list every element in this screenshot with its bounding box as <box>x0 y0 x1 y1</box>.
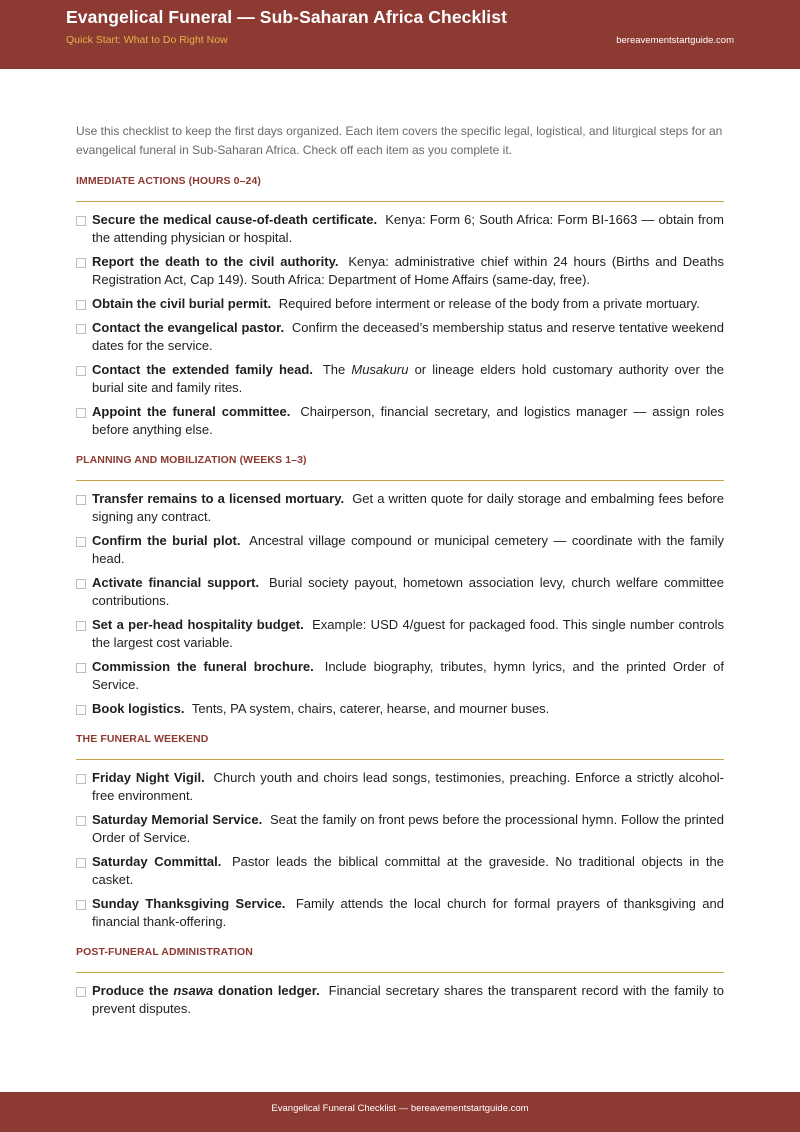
checklist-item <box>76 616 724 652</box>
checkbox[interactable] <box>76 621 86 631</box>
checklist-item <box>76 574 724 610</box>
item-title: Transfer remains to a licensed mortuary. <box>92 491 345 506</box>
item-description: Burial society payout, hometown association levy, church welfare committee contributions. <box>92 575 724 608</box>
header-bar <box>0 0 800 69</box>
item-text <box>92 769 724 805</box>
item-title: Report the death to the civil authority. <box>92 254 339 269</box>
intro-paragraph: Use this checklist to keep the first days organized. Each item covers the specific legal, logistical, and liturgical steps for an evangelical funeral in Sub-Saharan Africa. Check off each item as you complete it. <box>76 124 723 157</box>
checklist-item <box>76 403 724 439</box>
item-description: Confirm the deceased’s membership status and reserve tentative weekend dates for the service. <box>92 320 724 353</box>
checklist-item <box>76 853 724 889</box>
checkbox[interactable] <box>76 408 86 418</box>
item-description: Kenya: Form 6; South Africa: Form BI-1663 — obtain from the attending physician or hospital. <box>92 212 724 245</box>
item-title: Book logistics. <box>92 701 185 716</box>
item-description: Church youth and choirs lead songs, testimonies, preaching. Enforce a strictly alcohol-free environment. <box>92 770 724 803</box>
section-title: PLANNING AND MOBILIZATION (WEEKS 1–3) <box>76 454 724 481</box>
item-title: Set a per-head hospitality budget. <box>92 617 304 632</box>
item-description: Seat the family on front pews before the processional hymn. Follow the printed Order of Service. <box>92 812 724 845</box>
item-description: Get a written quote for daily storage and embalming fees before signing any contract. <box>92 491 724 524</box>
item-title: Commission the funeral brochure. <box>92 659 314 674</box>
item-text <box>92 616 724 652</box>
checklist-item <box>76 253 724 289</box>
checkbox[interactable] <box>76 987 86 997</box>
section-title: IMMEDIATE ACTIONS (HOURS 0–24) <box>76 175 724 202</box>
item-text <box>92 211 724 247</box>
item-title: Contact the extended family head. <box>92 362 313 377</box>
item-description: Financial secretary shares the transparent record with the family to prevent disputes. <box>92 983 725 1016</box>
item-description: Ancestral village compound or municipal cemetery — coordinate with the family head. <box>92 533 724 566</box>
checklist-item <box>76 982 724 1018</box>
checkbox[interactable] <box>76 216 86 226</box>
section-planning-mobilization <box>76 454 724 718</box>
section-title: POST-FUNERAL ADMINISTRATION <box>76 946 724 973</box>
item-title: Secure the medical cause-of-death certificate. <box>92 212 378 227</box>
checkbox[interactable] <box>76 495 86 505</box>
item-text <box>92 811 724 847</box>
item-description: Pastor leads the biblical committal at the graveside. No traditional objects in the casket. <box>92 854 724 887</box>
checkbox[interactable] <box>76 300 86 310</box>
checkbox[interactable] <box>76 366 86 376</box>
section-title: THE FUNERAL WEEKEND <box>76 733 724 760</box>
checkbox[interactable] <box>76 579 86 589</box>
section-immediate-actions <box>76 175 724 439</box>
checklist-item <box>76 490 724 526</box>
item-text <box>92 532 724 568</box>
item-text <box>92 319 724 355</box>
item-text <box>92 574 724 610</box>
item-title: Sunday Thanksgiving Service. <box>92 896 286 911</box>
item-text <box>92 895 724 931</box>
checklist-item <box>76 211 724 247</box>
item-description: Required before interment or release of the body from a private mortuary. <box>278 296 700 311</box>
checkbox[interactable] <box>76 663 86 673</box>
checkbox[interactable] <box>76 324 86 334</box>
checklist-item <box>76 895 724 931</box>
item-text <box>92 253 724 289</box>
item-text <box>92 361 724 397</box>
item-description: Chairperson, financial secretary, and logistics manager — assign roles before anything else. <box>92 404 724 437</box>
checkbox[interactable] <box>76 900 86 910</box>
item-text <box>92 295 700 313</box>
site-domain: bereavementstartguide.com <box>616 35 734 46</box>
checklist-item <box>76 532 724 568</box>
checkbox[interactable] <box>76 858 86 868</box>
item-title: Saturday Memorial Service. <box>92 812 263 827</box>
item-description: Example: USD 4/guest for packaged food. This single number controls the largest cost variable. <box>92 617 725 650</box>
checklist-item <box>76 295 724 313</box>
page-title: Evangelical Funeral — Sub-Saharan Africa Checklist <box>66 7 508 27</box>
checkbox[interactable] <box>76 816 86 826</box>
checkbox[interactable] <box>76 258 86 268</box>
item-title-post: donation ledger. <box>218 983 320 998</box>
section-funeral-weekend <box>76 733 724 931</box>
checklist-item <box>76 319 724 355</box>
item-description-pre: The <box>322 362 346 377</box>
checklist-item <box>76 700 724 718</box>
checkbox[interactable] <box>76 774 86 784</box>
checklist-item <box>76 811 724 847</box>
item-title-pre: Produce the <box>92 983 169 998</box>
checkbox[interactable] <box>76 705 86 715</box>
item-text <box>92 700 549 718</box>
item-title: Appoint the funeral committee. <box>92 404 291 419</box>
item-description: Include biography, tributes, hymn lyrics, and the printed Order of Service. <box>92 659 724 692</box>
page-subtitle: Quick Start: What to Do Right Now <box>66 34 228 46</box>
checklist-content <box>76 122 724 1024</box>
item-description: Family attends the local church for formal prayers of thanksgiving and financial thank-offering. <box>92 896 724 929</box>
checklist-item <box>76 361 724 397</box>
item-description: Kenya: administrative chief within 24 hours (Births and Deaths Registration Act, Cap 149). South Africa: Department of Home Affairs (same-day, free). <box>92 254 724 287</box>
item-title: Activate financial support. <box>92 575 260 590</box>
item-title: Saturday Committal. <box>92 854 222 869</box>
checklist-item <box>76 769 724 805</box>
item-description-post: or lineage elders hold customary authority over the burial site and family rites. <box>92 362 724 395</box>
checklist-item <box>76 658 724 694</box>
footer-text: Evangelical Funeral Checklist — bereavementstartguide.com <box>271 1103 529 1114</box>
item-text <box>92 490 724 526</box>
checkbox[interactable] <box>76 537 86 547</box>
item-title <box>92 983 320 998</box>
item-title: Friday Night Vigil. <box>92 770 205 785</box>
section-post-funeral <box>76 946 724 1018</box>
item-title-term: nsawa <box>173 983 214 998</box>
item-text <box>92 982 724 1018</box>
item-description: Tents, PA system, chairs, caterer, hearse, and mourner buses. <box>191 701 550 716</box>
item-title: Confirm the burial plot. <box>92 533 241 548</box>
item-text <box>92 403 724 439</box>
item-text <box>92 658 724 694</box>
item-text <box>92 853 724 889</box>
item-title: Obtain the civil burial permit. <box>92 296 272 311</box>
item-description-term: Musakuru <box>351 362 409 377</box>
footer-bar <box>0 1092 800 1132</box>
item-title: Contact the evangelical pastor. <box>92 320 285 335</box>
